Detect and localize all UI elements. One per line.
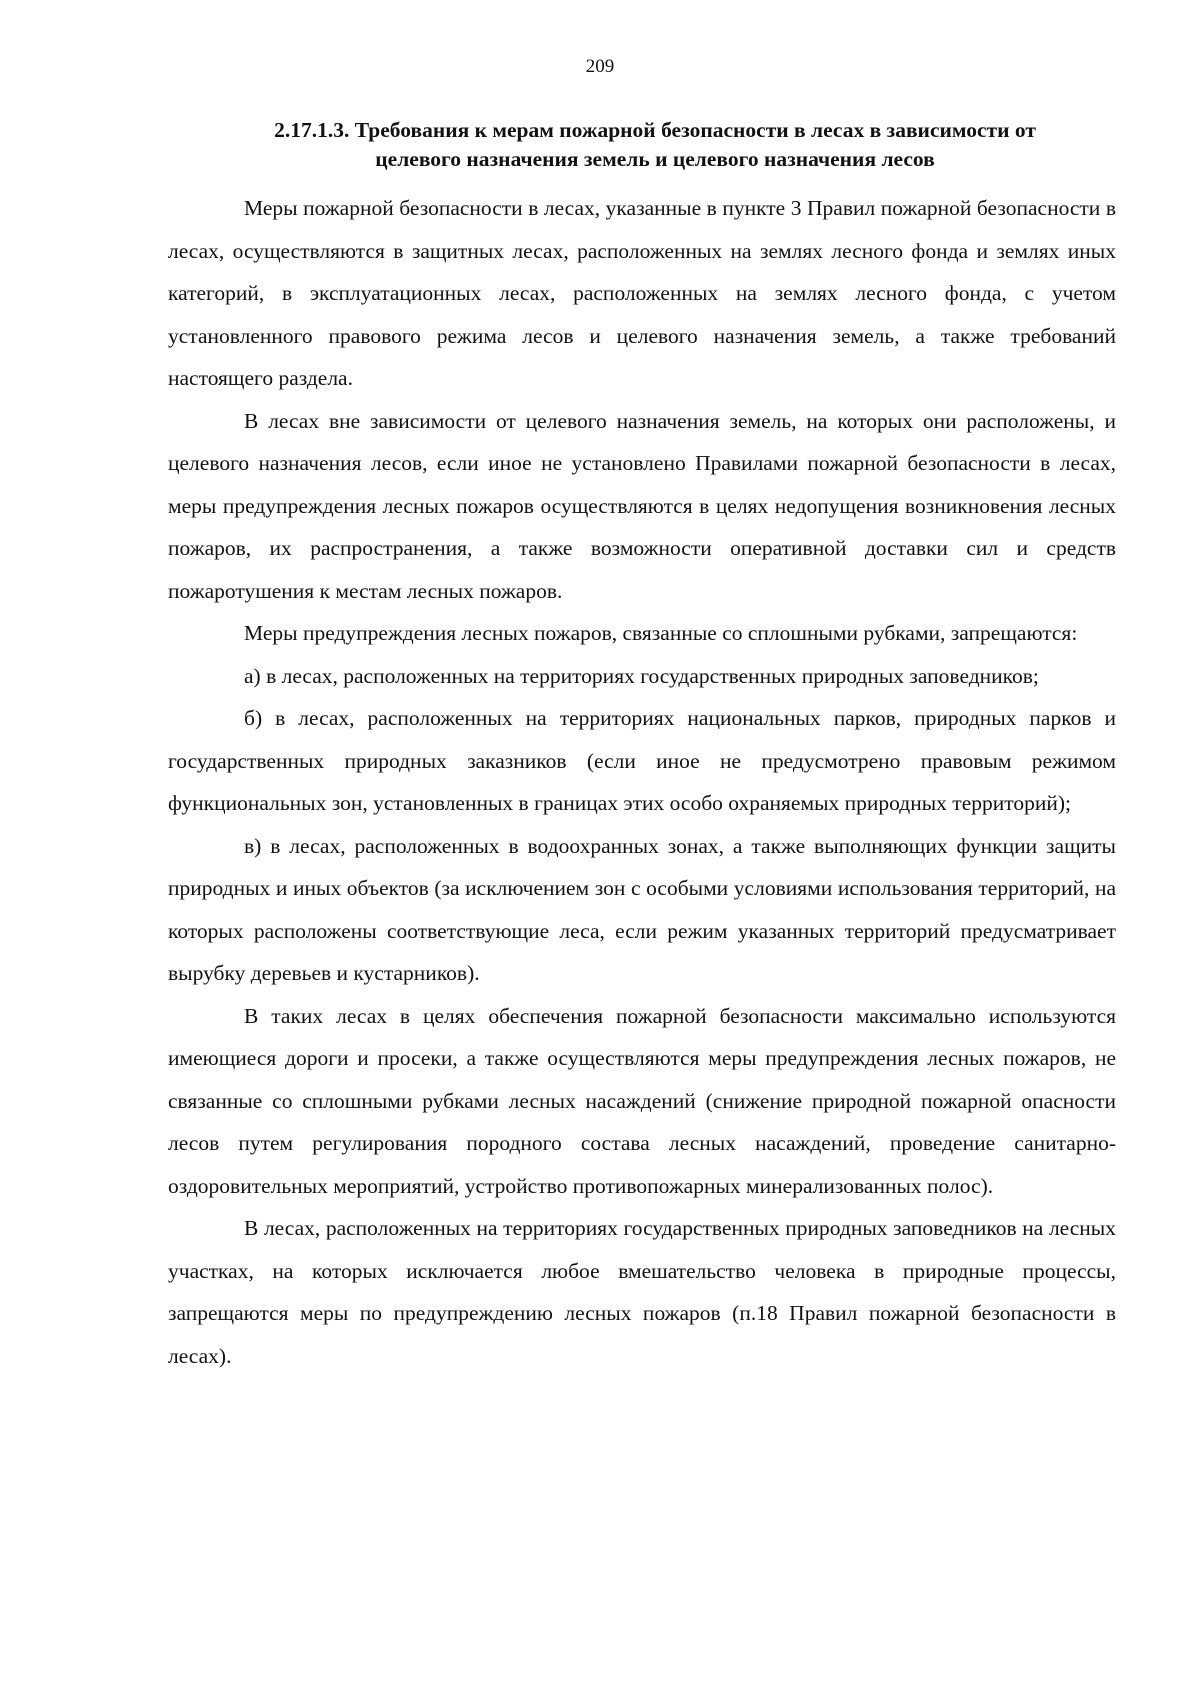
page-number: 209: [585, 56, 615, 77]
paragraph-reserves-prohibition: В лесах, расположенных на территориях государственных природных заповедников на лесных участках, на которых исключается любое вмешательство человека в природные процессы, запрещаются меры по предупреждению лесных пожаров (п.18 Правил пожарной безопасности в лесах).: [168, 1216, 1116, 1368]
section-title: [205, 116, 1105, 174]
list-item-b: б) в лесах, расположенных на территориях национальных парков, природных парков и государственных природных заказников (если иное не предусмотрено правовым режимом функциональных зон, установленных в границах этих особо охраняемых природных территорий);: [168, 706, 1116, 815]
section-title-line-1: 2.17.1.3. Требования к мерам пожарной безопасности в лесах в зависимости от: [274, 118, 1036, 142]
list-item-a: а) в лесах, расположенных на территориях государственных природных заповедников;: [244, 663, 1039, 688]
paragraph-fire-safety-measures: Меры пожарной безопасности в лесах, указанные в пункте 3 Правил пожарной безопасности в лесах, осуществляются в защитных лесах, расположенных на землях лесного фонда и землях иных категорий, в эксплуатационных лесах, расположенных на землях лесного фонда, с учетом установленного правового режима лесов и целевого назначения земель, а также требований настоящего раздела.: [168, 196, 1116, 390]
paragraph-clear-cutting-prohibited: Меры предупреждения лесных пожаров, связанные со сплошными рубками, запрещаются:: [244, 621, 1078, 645]
section-title-line-2: целевого назначения земель и целевого назначения лесов: [375, 147, 935, 171]
list-item-c: в) в лесах, расположенных в водоохранных зонах, а также выполняющих функции защиты природных и иных объектов (за исключением зон с особыми условиями использования территорий, на которых расположены соответствующие леса, если режим указанных территорий предусматривает вырубку деревьев и кустарников).: [168, 833, 1116, 985]
paragraph-in-such-forests: В таких лесах в целях обеспечения пожарной безопасности максимально используются имеющиеся дороги и просеки, а также осуществляются меры предупреждения лесных пожаров, не связанные со сплошными рубками лесных насаждений (снижение природной пожарной опасности лесов путем регулирования породного состава лесных насаждений, проведение санитарно-оздоровительных мероприятий, устройство противопожарных минерализованных полос).: [168, 1003, 1116, 1198]
body-text: [168, 187, 1116, 1377]
paragraph-prevention-goals: В лесах вне зависимости от целевого назначения земель, на которых они расположены, и целевого назначения лесов, если иное не установлено Правилами пожарной безопасности в лесах, меры предупреждения лесных пожаров осуществляются в целях недопущения возникновения лесных пожаров, их распространения, а также возможности оперативной доставки сил и средств пожаротушения к местам лесных пожаров.: [168, 408, 1116, 603]
